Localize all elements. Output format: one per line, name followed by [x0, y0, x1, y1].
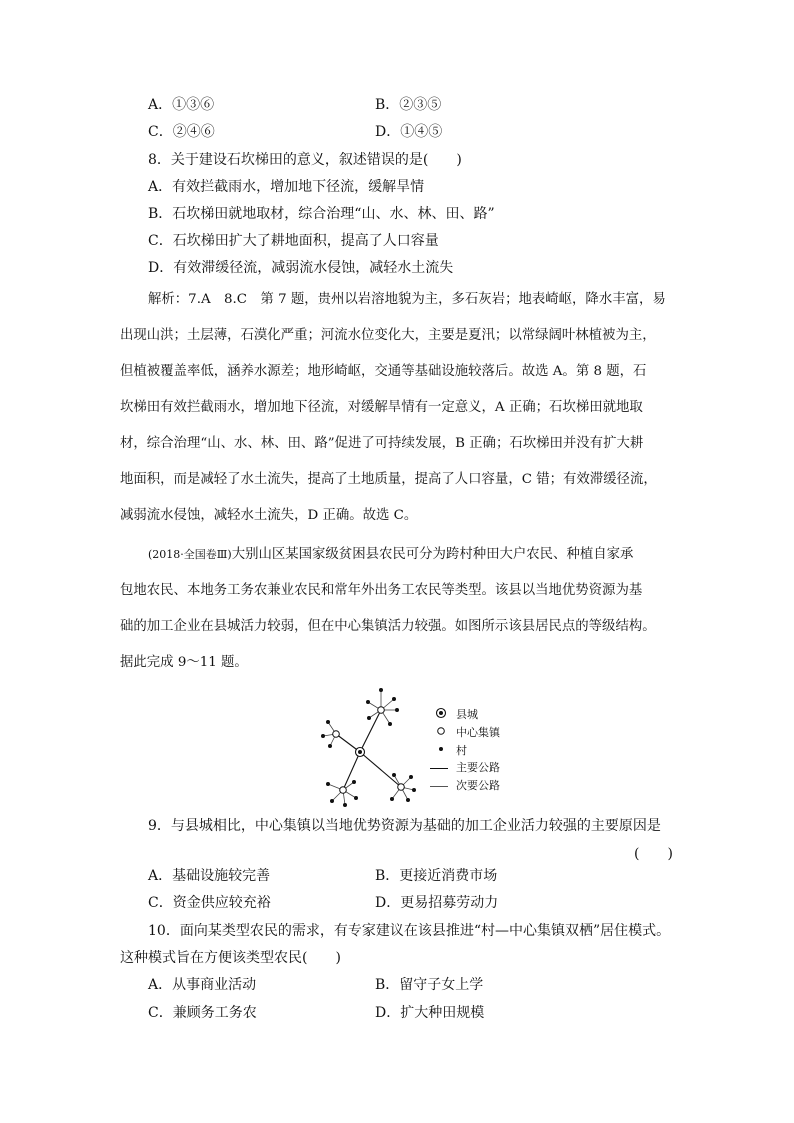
explanation-line: 地面积，而是减轻了水土流失，提高了土地质量，提高了人口容量，C 错；有效滞缓径流， — [120, 472, 657, 487]
legend-county-label: 县城 — [456, 708, 478, 721]
explanation-line: 坎梯田有效拦截雨水，增加地下径流，对缓解旱情有一定意义，A 正确；石坎梯田就地取 — [120, 400, 643, 415]
q10-option-d: D．扩大种田规模 — [375, 1005, 485, 1021]
legend-minor-road-label: 次要公路 — [456, 779, 500, 792]
q9-option-c: C．资金供应较充裕 — [148, 895, 271, 911]
town-icon — [430, 725, 452, 741]
q9-stem: 9．与县城相比，中心集镇以当地优势资源为基础的加工企业活力较强的主要原因是 — [148, 818, 661, 834]
legend-main-road-label: 主要公路 — [456, 761, 500, 774]
county-seat-icon — [430, 707, 452, 723]
q7-option-a: A．①③⑥ — [148, 97, 215, 113]
q8-option-c: C．石坎梯田扩大了耕地面积，提高了人口容量 — [148, 233, 439, 249]
passage-line: 包地农民、本地务工务农兼业农民和常年外出务工农民等类型。该县以当地优势资源为基 — [120, 583, 643, 598]
passage-source: (2018·全国卷Ⅲ) — [148, 548, 232, 561]
main-road-line-icon — [430, 768, 448, 769]
town-node-southeast — [390, 773, 416, 802]
q9-option-b: B．更接近消费市场 — [375, 868, 498, 884]
explanation-line: 材，综合治理“山、水、林、田、路”促进了可持续发展，B 正确；石坎梯田并没有扩大耕 — [120, 436, 644, 451]
passage-first-line — [148, 545, 633, 565]
q9-option-d: D．更易招募劳动力 — [375, 895, 499, 911]
legend-village-label: 村 — [456, 744, 467, 757]
legend-county — [430, 707, 478, 723]
passage-line: 础的加工企业在县城活力较弱，但在中心集镇活力较强。如图所示该县居民点的等级结构。 — [120, 619, 656, 634]
q10-stem-continued: 这种模式旨在方便该类型农民( ) — [120, 950, 341, 966]
county-seat-node — [356, 748, 365, 757]
legend-minor-road — [430, 779, 500, 793]
q8-option-a: A．有效拦截雨水，增加地下径流，缓解旱情 — [148, 179, 425, 195]
explanation-line: 解析：7.A 8.C 第 7 题，贵州以岩溶地貌为主，多石灰岩；地表崎岖，降水丰富，易 — [148, 292, 666, 307]
q8-option-d: D．有效滞缓径流，减弱流水侵蚀，减轻水土流失 — [148, 260, 454, 276]
village-icon — [430, 743, 452, 759]
passage-line: 据此完成 9～11 题。 — [120, 655, 248, 670]
town-node-south — [326, 780, 358, 807]
q8-stem: 8．关于建设石坎梯田的意义，叙述错误的是( ) — [148, 152, 462, 168]
q7-option-c: C．②④⑥ — [148, 124, 215, 140]
explanation-line: 减弱流水侵蚀，减轻水土流失，D 正确。故选 C。 — [120, 508, 418, 523]
legend-town — [430, 725, 500, 741]
q7-option-d: D．①④⑤ — [375, 124, 443, 140]
minor-road-line-icon — [430, 786, 448, 787]
q10-option-a: A．从事商业活动 — [148, 977, 257, 993]
legend-main-road — [430, 761, 500, 775]
passage-text: 大别山区某国家级贫困县农民可分为跨村种田大户农民、种植自家承 — [231, 547, 634, 562]
q9-option-a: A．基础设施较完善 — [148, 868, 271, 884]
q10-option-b: B．留守子女上学 — [375, 977, 484, 993]
q9-answer-blank: ( ) — [634, 846, 673, 862]
explanation-line: 但植被覆盖率低，涵养水源差；地形崎岖，交通等基础设施较落后。故选 A。第 8 题，石 — [120, 364, 647, 379]
main-roads — [336, 710, 401, 790]
q10-option-c: C．兼顾务工务农 — [148, 1005, 257, 1021]
town-node-west — [321, 720, 339, 748]
explanation-line: 出现山洪；土层薄，石漠化严重；河流水位变化大，主要是夏汛；以常绿阔叶林植被为主， — [120, 328, 656, 343]
q7-option-b: B．②③⑤ — [375, 97, 442, 113]
town-node-north — [366, 688, 399, 726]
q8-option-b: B．石坎梯田就地取材，综合治理“山、水、林、田、路” — [148, 206, 495, 222]
legend-village — [430, 743, 467, 759]
legend-town-label: 中心集镇 — [456, 726, 500, 739]
q10-stem: 10．面向某类型农民的需求，有专家建议在该县推进“村—中心集镇双栖”居住模式。 — [148, 923, 671, 939]
